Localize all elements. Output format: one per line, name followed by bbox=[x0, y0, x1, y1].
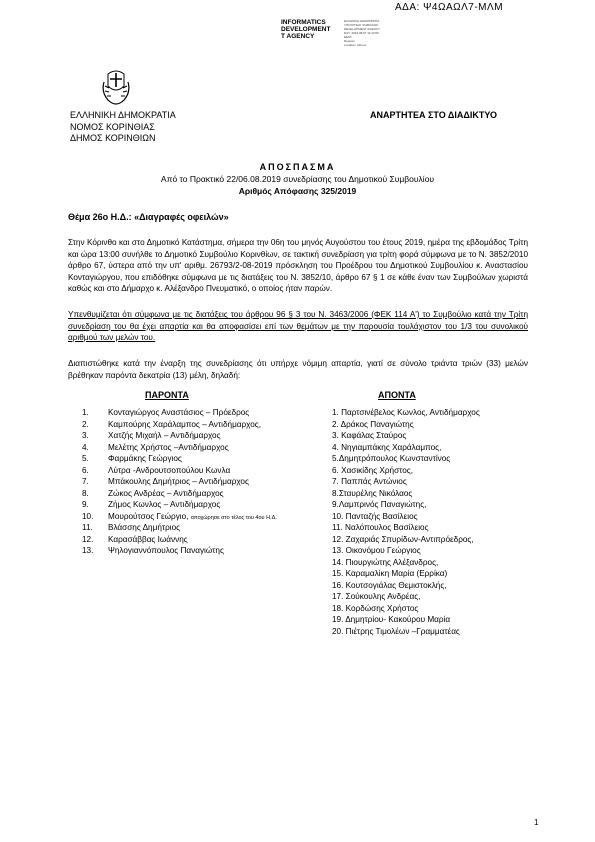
list-item bbox=[82, 511, 277, 523]
meeting-paragraph: Στην Κόρινθο και στο Δημοτικό Κατάστημα, σήμερα την 06η του μηνός Αυγούστου του έτους 2019, ημέρα της εβδομάδος Τρίτη και ώρα 13:00 συνήλθε το Δημοτικό Συμβούλιο Κορινθίων, σε τακτική συνεδρίαση για τρίτη φορά σύμφωνα με το Ν. 3852/2010 άρθρο 67, ύστερα από την υπ' αριθμ. 26793/2-08-2019 πρόσκληση του Προέδρου του Δημοτικού Συμβουλίου κ. Αναστασίου Κονταγιώργου, που επιδόθηκε σύμφωνα με τις διατάξεις του Ν. 3852/10, άρθρο 67 § 1 σε κάθε έναν των Συμβούλων χωριστά καθώς και στο Δήμαρχο κ. Αλέξανδρο Πνευματικό, ο οποίος ήταν παρών. bbox=[68, 238, 528, 293]
list-item: 14. Πιουργιώτης Αλέξανδρος, bbox=[332, 557, 439, 567]
signature-line: Reason: bbox=[344, 39, 356, 43]
header-line-prefecture: ΝΟΜΟΣ ΚΟΡΙΝΘΙΑΣ bbox=[70, 121, 155, 132]
agenda-subject: Θέμα 26ο Η.Δ.: «Διαγραφές οφειλών» bbox=[68, 212, 229, 222]
item-number: 10. bbox=[82, 511, 94, 521]
item-number: 4. bbox=[82, 442, 89, 452]
minutes-reference: Από το Πρακτικό 22/06.08.2019 συνεδρίασης του Δημοτικού Συμβουλίου bbox=[160, 174, 435, 184]
list-item: 2. Δράκος Παναγιώτης bbox=[332, 419, 414, 429]
quorum-paragraph: Διαπιστώθηκε κατά την έναρξη της συνεδρίασης ότι υπήρχε νόμιμη απαρτία, γιατί σε σύνολο τριάντα τριών (33) μελών βρέθηκαν παρόντα δεκατρία (13) μέλη, δηλαδή: bbox=[68, 359, 528, 380]
item-number: 13. bbox=[82, 546, 94, 555]
signature-line: DAY: 2019.08.07 11:23:55 bbox=[344, 31, 379, 35]
item-number: 2. bbox=[82, 419, 89, 429]
item-number: 5. bbox=[82, 454, 89, 463]
list-item: 3. Καφάλας Σταύρος bbox=[332, 431, 407, 440]
list-item bbox=[82, 453, 277, 465]
list-item: 5.Δημητρόπουλος Κωνσταντίνος bbox=[332, 454, 451, 463]
document-title: ΑΠΟΣΠΑΣΜΑ bbox=[259, 162, 336, 172]
decision-number: Αριθμός Απόφασης 325/2019 bbox=[238, 186, 357, 196]
member-name: Χατζής Μιχαήλ – Αντιδήμαρχος bbox=[108, 431, 221, 440]
item-number: 11. bbox=[82, 523, 93, 532]
publication-notice: ΑΝΑΡΤΗΤΕΑ ΣΤΟ ΔΙΑΔΙΚΤΥΟ bbox=[370, 110, 497, 120]
departure-note: αποχώρησε στο τέλος του 4ου Η.Δ. bbox=[190, 514, 277, 521]
signature-line: Location: Athens bbox=[344, 43, 367, 47]
signature-line: ΕΛΛΗΝΙΚΗ ΔΗΜΟΚΡΑΤΙΑ bbox=[344, 19, 380, 23]
list-item bbox=[82, 442, 277, 454]
present-members-list bbox=[82, 407, 277, 557]
list-item: 17. Σούκουλης Ανδρέας, bbox=[332, 592, 421, 601]
member-name: Καρασάββας Ιωάννης bbox=[108, 534, 188, 544]
absent-members-list bbox=[332, 407, 480, 637]
list-item bbox=[82, 465, 277, 477]
list-item: 1. Παρτσινέβελος Κωνλος, Αντιδήμαρχος bbox=[332, 408, 480, 417]
member-name: Καμπούρης Χαράλαμπος – Αντιδήμαρχος, bbox=[108, 419, 262, 429]
list-item: 6. Χασικίδης Χρήστος, bbox=[332, 465, 414, 475]
header-line-municipality: ΔΗΜΟΣ ΚΟΡΙΝΘΙΩΝ bbox=[70, 133, 156, 143]
list-item: 7. Παππάς Αντώνιος bbox=[332, 477, 407, 486]
list-item bbox=[82, 407, 277, 419]
agency-line: DEVELOPMENT bbox=[281, 26, 331, 33]
absent-heading: ΑΠΟΝΤΑ bbox=[378, 390, 416, 400]
list-item: 8.Σταυρέλης Νικόλαος bbox=[332, 488, 413, 498]
member-name: Μπάκουλης Δημήτριος – Αντιδήμαρχος bbox=[108, 477, 249, 486]
member-name: Μελέτης Χρήστος –Αντιδήμαρχος bbox=[108, 442, 229, 452]
list-item: 12. Ζαχαριάς Σπυρίδων-Αντιπρόεδρος, bbox=[332, 534, 474, 544]
item-number: 1. bbox=[82, 408, 89, 417]
list-item bbox=[82, 545, 277, 557]
agency-line: T AGENCY bbox=[281, 33, 315, 40]
signature-line: EEST bbox=[344, 35, 352, 39]
list-item bbox=[82, 476, 277, 488]
signature-line: DEVELOPMENT AGENCY bbox=[344, 27, 380, 31]
quorum-reminder-paragraph: Υπενθυμίζεται ότι σύμφωνα με τις διατάξεις του άρθρου 96 § 3 του Ν. 3463/2006 (ΦΕΚ 114 Α') το Συμβούλιο κατά την Τρίτη συνεδρίαση του θα έχει απαρτία και θα αποφασίσει επί των θεμάτων με την παρουσία τουλάχιστον του 1/3 του συνολικού αριθμού των μελών του. bbox=[68, 310, 528, 342]
list-item: 10. Πανταζής Βασίλειος bbox=[332, 511, 418, 521]
member-name: Φαρμάκης Γεώργιος bbox=[108, 454, 182, 463]
list-item: 9.Λαμπρινός Παναγιώτης, bbox=[332, 500, 427, 509]
present-heading: ΠΑΡΟΝΤΑ bbox=[145, 390, 189, 400]
list-item bbox=[82, 522, 277, 534]
list-item bbox=[82, 499, 277, 511]
list-item: 4. Νηγιαμπάκης Χαράλαμπος, bbox=[332, 442, 442, 452]
item-number: 12. bbox=[82, 534, 94, 544]
list-item bbox=[82, 534, 277, 546]
list-item: 15. Καραμαλίκη Μαρία (Ερρίκα) bbox=[332, 569, 448, 578]
list-item bbox=[82, 488, 277, 500]
agency-signature-block bbox=[281, 19, 330, 40]
list-item: 18. Κορδώσης Χρήστος bbox=[332, 603, 419, 613]
digital-signature-details bbox=[344, 19, 406, 47]
list-item: 19. Δημητρίου- Κακούρου Μαρία bbox=[332, 615, 451, 624]
ada-code: ΑΔΑ: Ψ4ΩΑΩΛ7-ΜΛΜ bbox=[395, 2, 504, 13]
item-number: 7. bbox=[82, 477, 89, 486]
list-item: 20. Πιέτρης Τιμολέων –Γραμματέας bbox=[332, 626, 460, 636]
list-item: 13. Οικονόμου Γεώργιος bbox=[332, 546, 421, 555]
signature-line: ΥΠΟΥΡΓΕΙΟ ΨΗΦΙΑΚΗΣ bbox=[344, 23, 378, 27]
item-number: 8. bbox=[82, 488, 89, 498]
page-number: 1 bbox=[534, 818, 539, 827]
item-number: 6. bbox=[82, 465, 89, 475]
member-name: Βλάσσης Δημήτριος bbox=[108, 523, 181, 532]
member-name: Λύτρα -Ανδρουτσοπούλου Κωνλα bbox=[108, 465, 231, 475]
list-item bbox=[82, 430, 277, 442]
list-item: 16. Κουτσογιάλας Θεμιστοκλής, bbox=[332, 580, 447, 590]
greek-coat-of-arms-icon bbox=[100, 68, 132, 106]
list-item: 11. Ναλόπουλος Βασίλειος bbox=[332, 523, 429, 532]
item-number: 3. bbox=[82, 431, 89, 440]
member-name: Ζήμος Κωνλος – Αντιδήμαρχος bbox=[108, 500, 221, 509]
item-number: 9. bbox=[82, 500, 89, 509]
member-name: Κονταγιώργος Αναστάσιος – Πρόεδρος bbox=[108, 408, 250, 417]
member-name: Ζώκος Ανδρέας – Αντιδήμαρχος bbox=[108, 488, 224, 498]
member-name: Μουρούτσος Γεώργιο, bbox=[108, 511, 189, 521]
member-name: Ψηλογιαννόπουλος Παναγιώτης bbox=[108, 546, 224, 555]
agency-line: INFORMATICS bbox=[281, 19, 326, 26]
list-item bbox=[82, 419, 277, 431]
issuer-header bbox=[70, 110, 176, 145]
header-line-republic: ΕΛΛΗΝΙΚΗ ΔΗΜΟΚΡΑΤΙΑ bbox=[70, 110, 176, 120]
